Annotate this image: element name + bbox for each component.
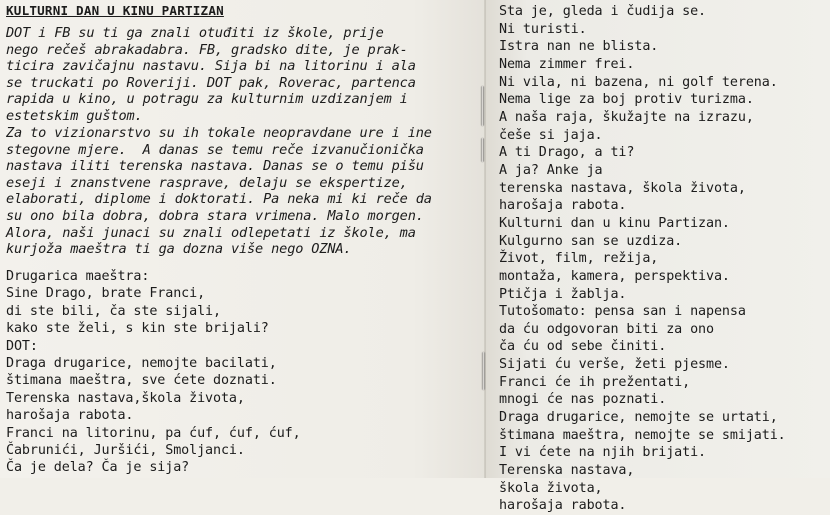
lyrics-right-column <box>499 3 786 515</box>
text-line: Čabrunići, Juršići, Smoljanci. <box>6 443 245 459</box>
text-line: harošaja rabota. <box>6 408 134 424</box>
text-line: Kulgurno san se uzdiza. <box>499 233 683 249</box>
text-line: A naša raja, škužajte na izrazu, <box>499 109 754 125</box>
lyrics-left-column <box>6 268 301 477</box>
text-line: Za to vizionarstvo su ih tokale neopravdane ure i ine <box>6 125 432 141</box>
text-line: Ča je dela? Ča je sija? <box>6 460 190 476</box>
text-line: eseji i znanstvene rasprave, delaju se ekspertize, <box>6 174 408 191</box>
text-line: Ptičja i žablja. <box>499 286 627 302</box>
text-line: Drugarica maeštra: <box>6 269 150 284</box>
text-line: elaborati, diplome i doktorati. Pa neka mi ki reče da <box>6 191 432 208</box>
text-line: Ni turisti. <box>499 21 587 37</box>
text-line: stegovne mjere. A danas se temu reče izvanučionička <box>6 141 424 158</box>
text-line: su ono bila dobra, dobra stara vrimena. Malo morgen. <box>6 207 424 224</box>
text-line: štimana maeštra, nemojte se smijati. <box>499 427 786 443</box>
text-line: Nema lige za boj protiv turizma. <box>499 92 754 108</box>
text-line: DOT: <box>6 338 38 354</box>
text-line: A ti Drago, a ti? <box>499 145 635 161</box>
text-line: nego rečeš abrakadabra. FB, gradsko dite, je prak- <box>6 41 408 58</box>
intro-paragraph-1 <box>6 25 416 125</box>
text-line: A ja? Anke ja <box>499 162 603 178</box>
text-line: terenska nastava, škola života, <box>499 180 746 196</box>
text-line: nastava iliti terenska nastava. Danas se o temu pišu <box>6 158 424 175</box>
text-line: I vi ćete na njih brijati. <box>499 445 707 461</box>
text-line: Draga drugarice, nemojte bacilati, <box>6 356 277 372</box>
text-line: harošaja rabota. <box>499 198 627 214</box>
text-line: češe si jaja. <box>499 127 603 143</box>
staple <box>482 352 485 390</box>
text-line: Istra nan ne blista. <box>499 39 659 55</box>
text-line: Kulturni dan u kinu Partizan. <box>499 215 730 231</box>
staple <box>481 86 484 126</box>
text-line: škola života, <box>499 480 603 496</box>
text-line: kako ste želi, s kin ste brijali? <box>6 321 269 337</box>
text-line: Draga drugarice, nemojte se urtati, <box>499 410 778 426</box>
staple <box>481 138 484 162</box>
text-line: mnogi će nas poznati. <box>499 392 667 408</box>
text-line: štimana maeštra, sve ćete doznati. <box>6 373 277 389</box>
text-line: Alora, naši junaci su znali odlepetati iz škole, ma <box>6 224 416 241</box>
text-line: Sijati ću verše, žeti pjesme. <box>499 357 730 373</box>
text-line: Ni vila, ni bazena, ni golf terena. <box>499 74 778 90</box>
text-line: rapida u kino, u potragu za kulturnim uzdizanjem i <box>6 91 408 108</box>
text-line: Franci na litorinu, pa ćuf, ćuf, ćuf, <box>6 425 301 441</box>
text-line: kurjoža maeštra ti ga dozna više nego OZNA. <box>6 241 352 258</box>
text-line: ticira zavičajnu nastavu. Sija bi na litorinu i ala <box>6 58 416 75</box>
text-line: Nema zimmer frei. <box>499 56 635 72</box>
text-line: Terenska nastava,škola života, <box>6 390 245 406</box>
text-line: Sta je, gleda i čudija se. <box>499 4 707 19</box>
text-line: DOT i FB su ti ga znali otuđiti iz škole, prije <box>6 25 384 41</box>
text-line: Terenska nastava, <box>499 463 635 479</box>
text-line: ča ću od sebe činiti. <box>499 339 667 355</box>
text-line: se truckati po Roveriji. DOT pak, Roverac, partenca <box>6 74 416 91</box>
text-line: Tutošomato: pensa san i napensa <box>499 304 746 320</box>
text-line: di ste bili, ča ste sijali, <box>6 303 221 319</box>
page-title: KULTURNI DAN U KINU PARTIZAN <box>6 3 224 18</box>
text-line: da ću odgovoran biti za ono <box>499 321 714 337</box>
intro-paragraph-2 <box>6 125 432 258</box>
text-line: Sine Drago, brate Franci, <box>6 286 206 302</box>
text-line: Franci će ih prežentati, <box>499 374 691 390</box>
text-line: montaža, kamera, perspektiva. <box>499 268 730 284</box>
text-line: Život, film, režija, <box>499 251 659 267</box>
text-line: estetskim guštom. <box>6 107 143 124</box>
text-line: harošaja rabota. <box>499 498 627 514</box>
